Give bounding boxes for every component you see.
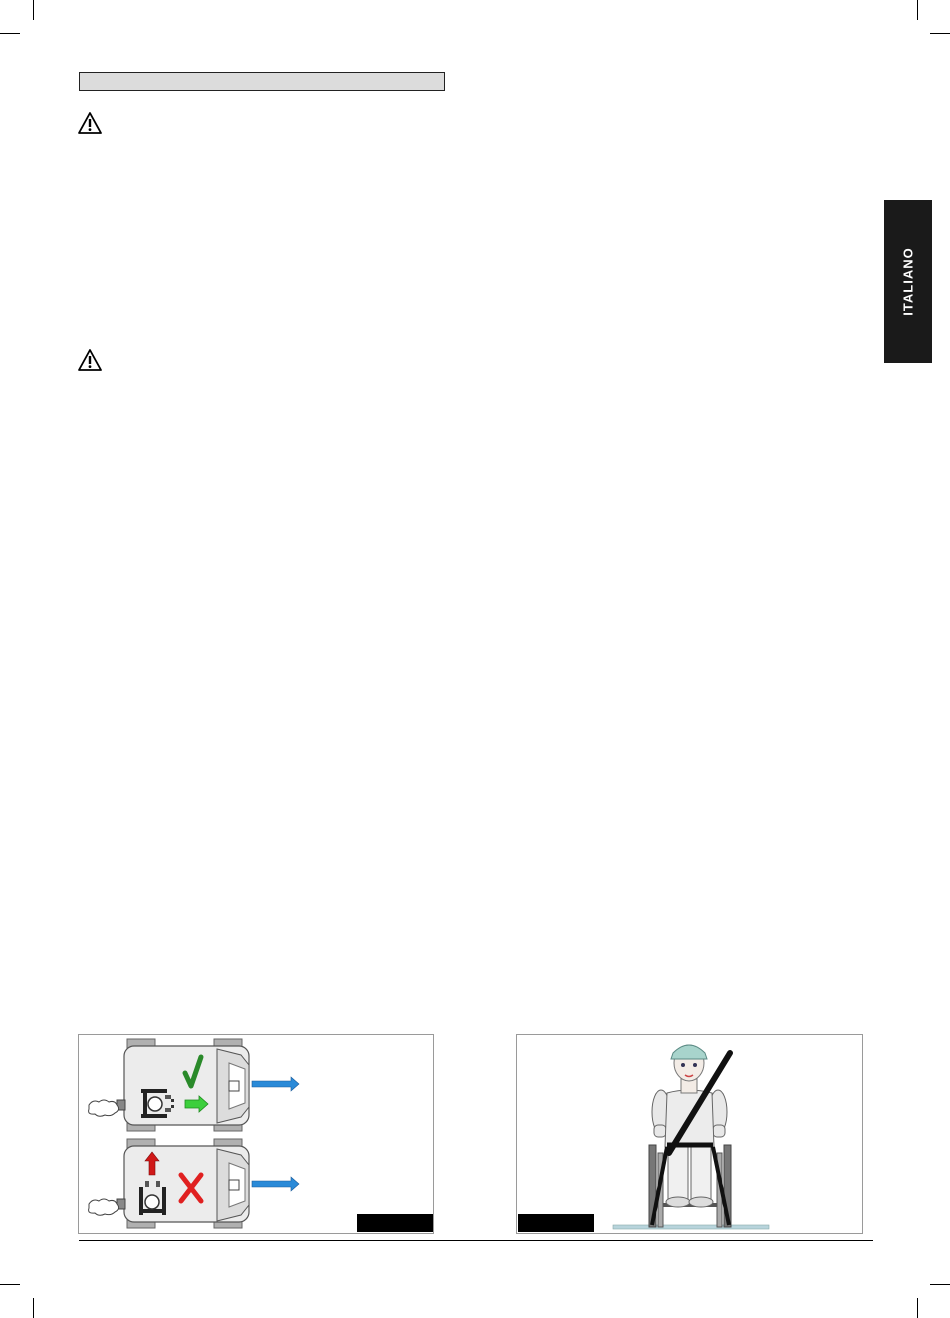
crop-mark-bl-v: [33, 1298, 34, 1318]
figure-label: [357, 1214, 433, 1232]
figure-seatbelt: [516, 1034, 863, 1234]
seatbelt-illustration: [517, 1035, 862, 1233]
crop-mark-tr-v: [917, 0, 918, 20]
crop-mark-tl-h: [0, 33, 20, 34]
figure-vehicle-orientation: [78, 1034, 434, 1234]
section-header-bar: [79, 72, 445, 91]
crop-mark-tl-v: [33, 0, 34, 20]
vehicle-orientation-illustration: [79, 1035, 433, 1233]
crop-mark-br-v: [917, 1298, 918, 1318]
language-tab-label: ITALIANO: [900, 247, 916, 316]
footer-rule: [79, 1240, 873, 1241]
crop-mark-br-h: [930, 1284, 950, 1285]
vehicle-incorrect: [89, 1139, 299, 1228]
crop-mark-bl-h: [0, 1284, 20, 1285]
figure-label: [518, 1214, 594, 1232]
warning-icon: [78, 112, 102, 134]
crop-mark-tr-h: [930, 33, 950, 34]
warning-icon: [78, 349, 102, 371]
vehicle-correct: [89, 1039, 299, 1131]
language-tab: [884, 200, 932, 363]
